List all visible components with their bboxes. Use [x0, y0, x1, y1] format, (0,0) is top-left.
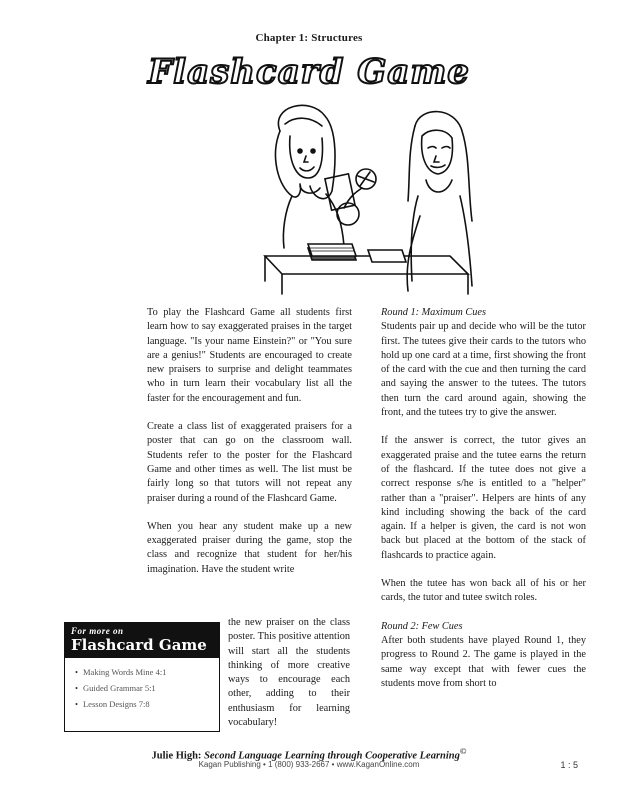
- for-more-label: For more on: [71, 626, 124, 636]
- round1-heading: Round 1: Maximum Cues: [381, 307, 486, 318]
- author-name: Julie High:: [151, 750, 202, 762]
- left-column: [147, 306, 352, 591]
- right-column: [381, 306, 586, 705]
- new-praiser-paragraph: When you hear any student make up a new exaggerated praiser during the game, stop the class and recognize that student for her/his imagination. Have the student write: [147, 520, 352, 575]
- intro-paragraph: To play the Flashcard Game all students first learn how to say exaggerated praises in the target language. "Is your name Einstein?" or "You sure are a genius!" Students are encouraged to create new praisers to surprise and delight teammates who in turn learn their vocabulary list all the faster for the encouragement and fun.: [147, 307, 352, 404]
- for-more-box: [64, 622, 220, 732]
- page-number: 1 : 5: [560, 760, 578, 770]
- new-praiser-continued: the new praiser on the class poster. This positive attention will start all the students thinking of more creative ways to encourage each other, adding to their enthusiasm for learning vocabulary!: [228, 617, 350, 729]
- for-more-list: [65, 664, 219, 712]
- praise-paragraph: If the answer is correct, the tutor gives an exaggerated praise and the tutee earns the return of the flashcard. If the tutee does not give a correct response s/he is entitled to a "helper" rather than a "praiser". Helpers are hints of any kind including showing the back of the card again. If a helper is given, the card is not won back but placed at the bottom of the stack of flashcards to practice again.: [381, 435, 586, 561]
- round2-heading: Round 2: Few Cues: [381, 620, 463, 632]
- list-item: • Guided Grammar 5:1: [75, 680, 219, 696]
- page-title: Flashcard Game: [148, 52, 470, 92]
- for-more-title: Flashcard Game: [71, 636, 207, 654]
- left-column-continued: [228, 616, 350, 744]
- list-item: • Lesson Designs 7:8: [75, 696, 219, 712]
- students-illustration: [240, 96, 490, 296]
- copyright-mark: ©: [459, 746, 467, 756]
- for-more-header: [65, 623, 219, 658]
- round2-paragraph: After both students have played Round 1, they progress to Round 2. The game is played in the same way except that with fewer cues the students move from short to: [381, 634, 586, 689]
- switch-roles-paragraph: When the tutee has won back all of his or her cards, the tutor and tutee switch roles.: [381, 578, 586, 604]
- publisher-line: Kagan Publishing • 1 (800) 933-2667 • www.KaganOnline.com: [198, 760, 420, 769]
- book-title: Second Language Learning through Cooperative Learning: [204, 750, 460, 762]
- chapter-heading: Chapter 1: Structures: [255, 32, 363, 44]
- list-item: • Making Words Mine 4:1: [75, 664, 219, 680]
- round1-paragraph: Students pair up and decide who will be the tutor first. The tutees give their cards to the tutors who hold up one card at a time, first showing the front of the card with the cue and then turning the card and saying the answer to the tutees. The tutors then turn the card around again, showing the front, and the tutees try to give the answer.: [381, 321, 586, 419]
- class-list-paragraph: Create a class list of exaggerated praisers for a poster that can go on the classroom wall. Students refer to the poster for the Flashcard Game and other times as well. The list must be fairly long so that tutors will not repeat any praiser during a round of the Flashcard Game.: [147, 421, 352, 504]
